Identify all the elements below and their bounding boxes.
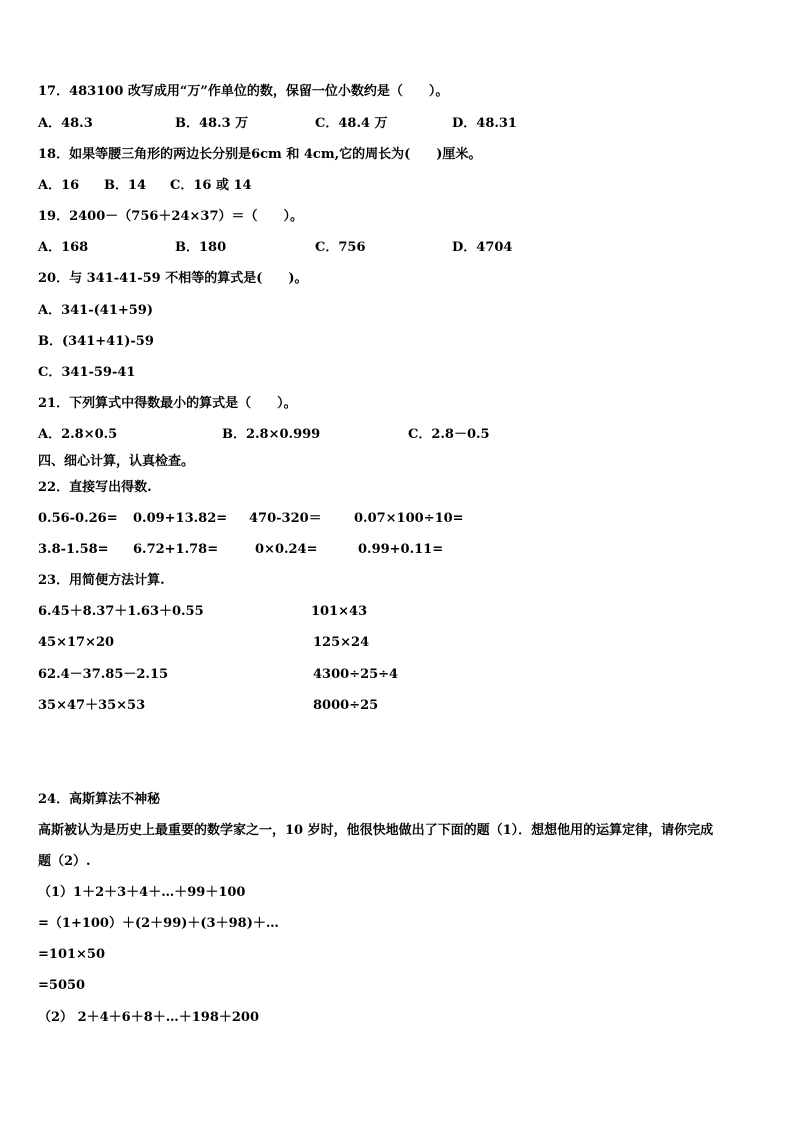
q23-item: 62.4－37.85－2.15 (38, 667, 169, 682)
q23-item: 125×24 (313, 635, 370, 650)
q24-paragraph: 题（2）. (38, 854, 91, 869)
q20-stem: 20．与 341-41-59 不相等的算式是( )。 (38, 271, 308, 286)
q19-stem: 19．2400－（756＋24×37）＝（ ）。 (38, 209, 303, 224)
q24-line: =5050 (38, 978, 86, 993)
q22-item: 0×0.24= (255, 542, 318, 557)
q20-option-c: C．341-59-41 (38, 365, 136, 380)
q23-item: 6.45＋8.37＋1.63＋0.55 (38, 604, 204, 619)
q24-paragraph: 高斯被认为是历史上最重要的数学家之一，10 岁时，他很快地做出了下面的题（1）．想想他用的运算定律，请你完成 (38, 823, 714, 838)
q22-item: 0.99+0.11= (358, 542, 444, 557)
q22-item: 0.07×100÷10= (354, 511, 464, 526)
q24-line: =（1+100）＋(2＋99)＋(3＋98)＋… (38, 916, 279, 931)
q17-stem: 17．483100 改写成用“万”作单位的数，保留一位小数约是（ ）。 (38, 84, 449, 99)
q17-option-b: B．48.3 万 (175, 116, 249, 131)
q19-option-b: B．180 (175, 240, 227, 255)
q22-item: 6.72+1.78= (133, 542, 219, 557)
q22-item: 0.56-0.26= (38, 511, 118, 526)
q23-item: 4300÷25÷4 (313, 667, 399, 682)
q23-stem: 23．用简便方法计算. (38, 573, 165, 588)
q18-option-a: A．16 (38, 178, 80, 193)
q24-line: （1）1＋2＋3＋4＋…＋99＋100 (38, 885, 246, 900)
q22-item: 0.09+13.82= (133, 511, 228, 526)
q19-option-c: C．756 (315, 240, 366, 255)
q20-option-a: A．341-(41+59) (38, 303, 153, 318)
q18-option-c: C．16 或 14 (170, 178, 252, 193)
q17-option-d: D．48.31 (452, 116, 517, 131)
q17-option-c: C．48.4 万 (315, 116, 388, 131)
q19-option-d: D．4704 (452, 240, 513, 255)
q21-option-a: A．2.8×0.5 (38, 427, 118, 442)
q23-item: 45×17×20 (38, 635, 115, 650)
q23-item: 35×47＋35×53 (38, 698, 146, 713)
q21-option-b: B．2.8×0.999 (222, 427, 321, 442)
q21-option-c: C．2.8－0.5 (408, 427, 490, 442)
section-heading: 四、细心计算，认真检查。 (38, 454, 195, 469)
q22-item: 470-320＝ (249, 511, 322, 526)
q24-line: =101×50 (38, 947, 106, 962)
q21-stem: 21．下列算式中得数最小的算式是（ ）。 (38, 396, 297, 411)
q23-item: 8000÷25 (313, 698, 379, 713)
q20-option-b: B．(341+41)-59 (38, 334, 154, 349)
q18-option-b: B．14 (104, 178, 147, 193)
q23-item: 101×43 (311, 604, 368, 619)
q18-stem: 18．如果等腰三角形的两边长分别是6cm 和 4cm,它的周长为( )厘米。 (38, 147, 482, 162)
q22-item: 3.8-1.58= (38, 542, 109, 557)
q19-option-a: A．168 (38, 240, 89, 255)
q24-title: 24．高斯算法不神秘 (38, 792, 161, 807)
q17-option-a: A．48.3 (38, 116, 93, 131)
q22-stem: 22．直接写出得数. (38, 480, 152, 495)
q24-line: （2） 2＋4＋6＋8＋…＋198＋200 (38, 1010, 260, 1025)
